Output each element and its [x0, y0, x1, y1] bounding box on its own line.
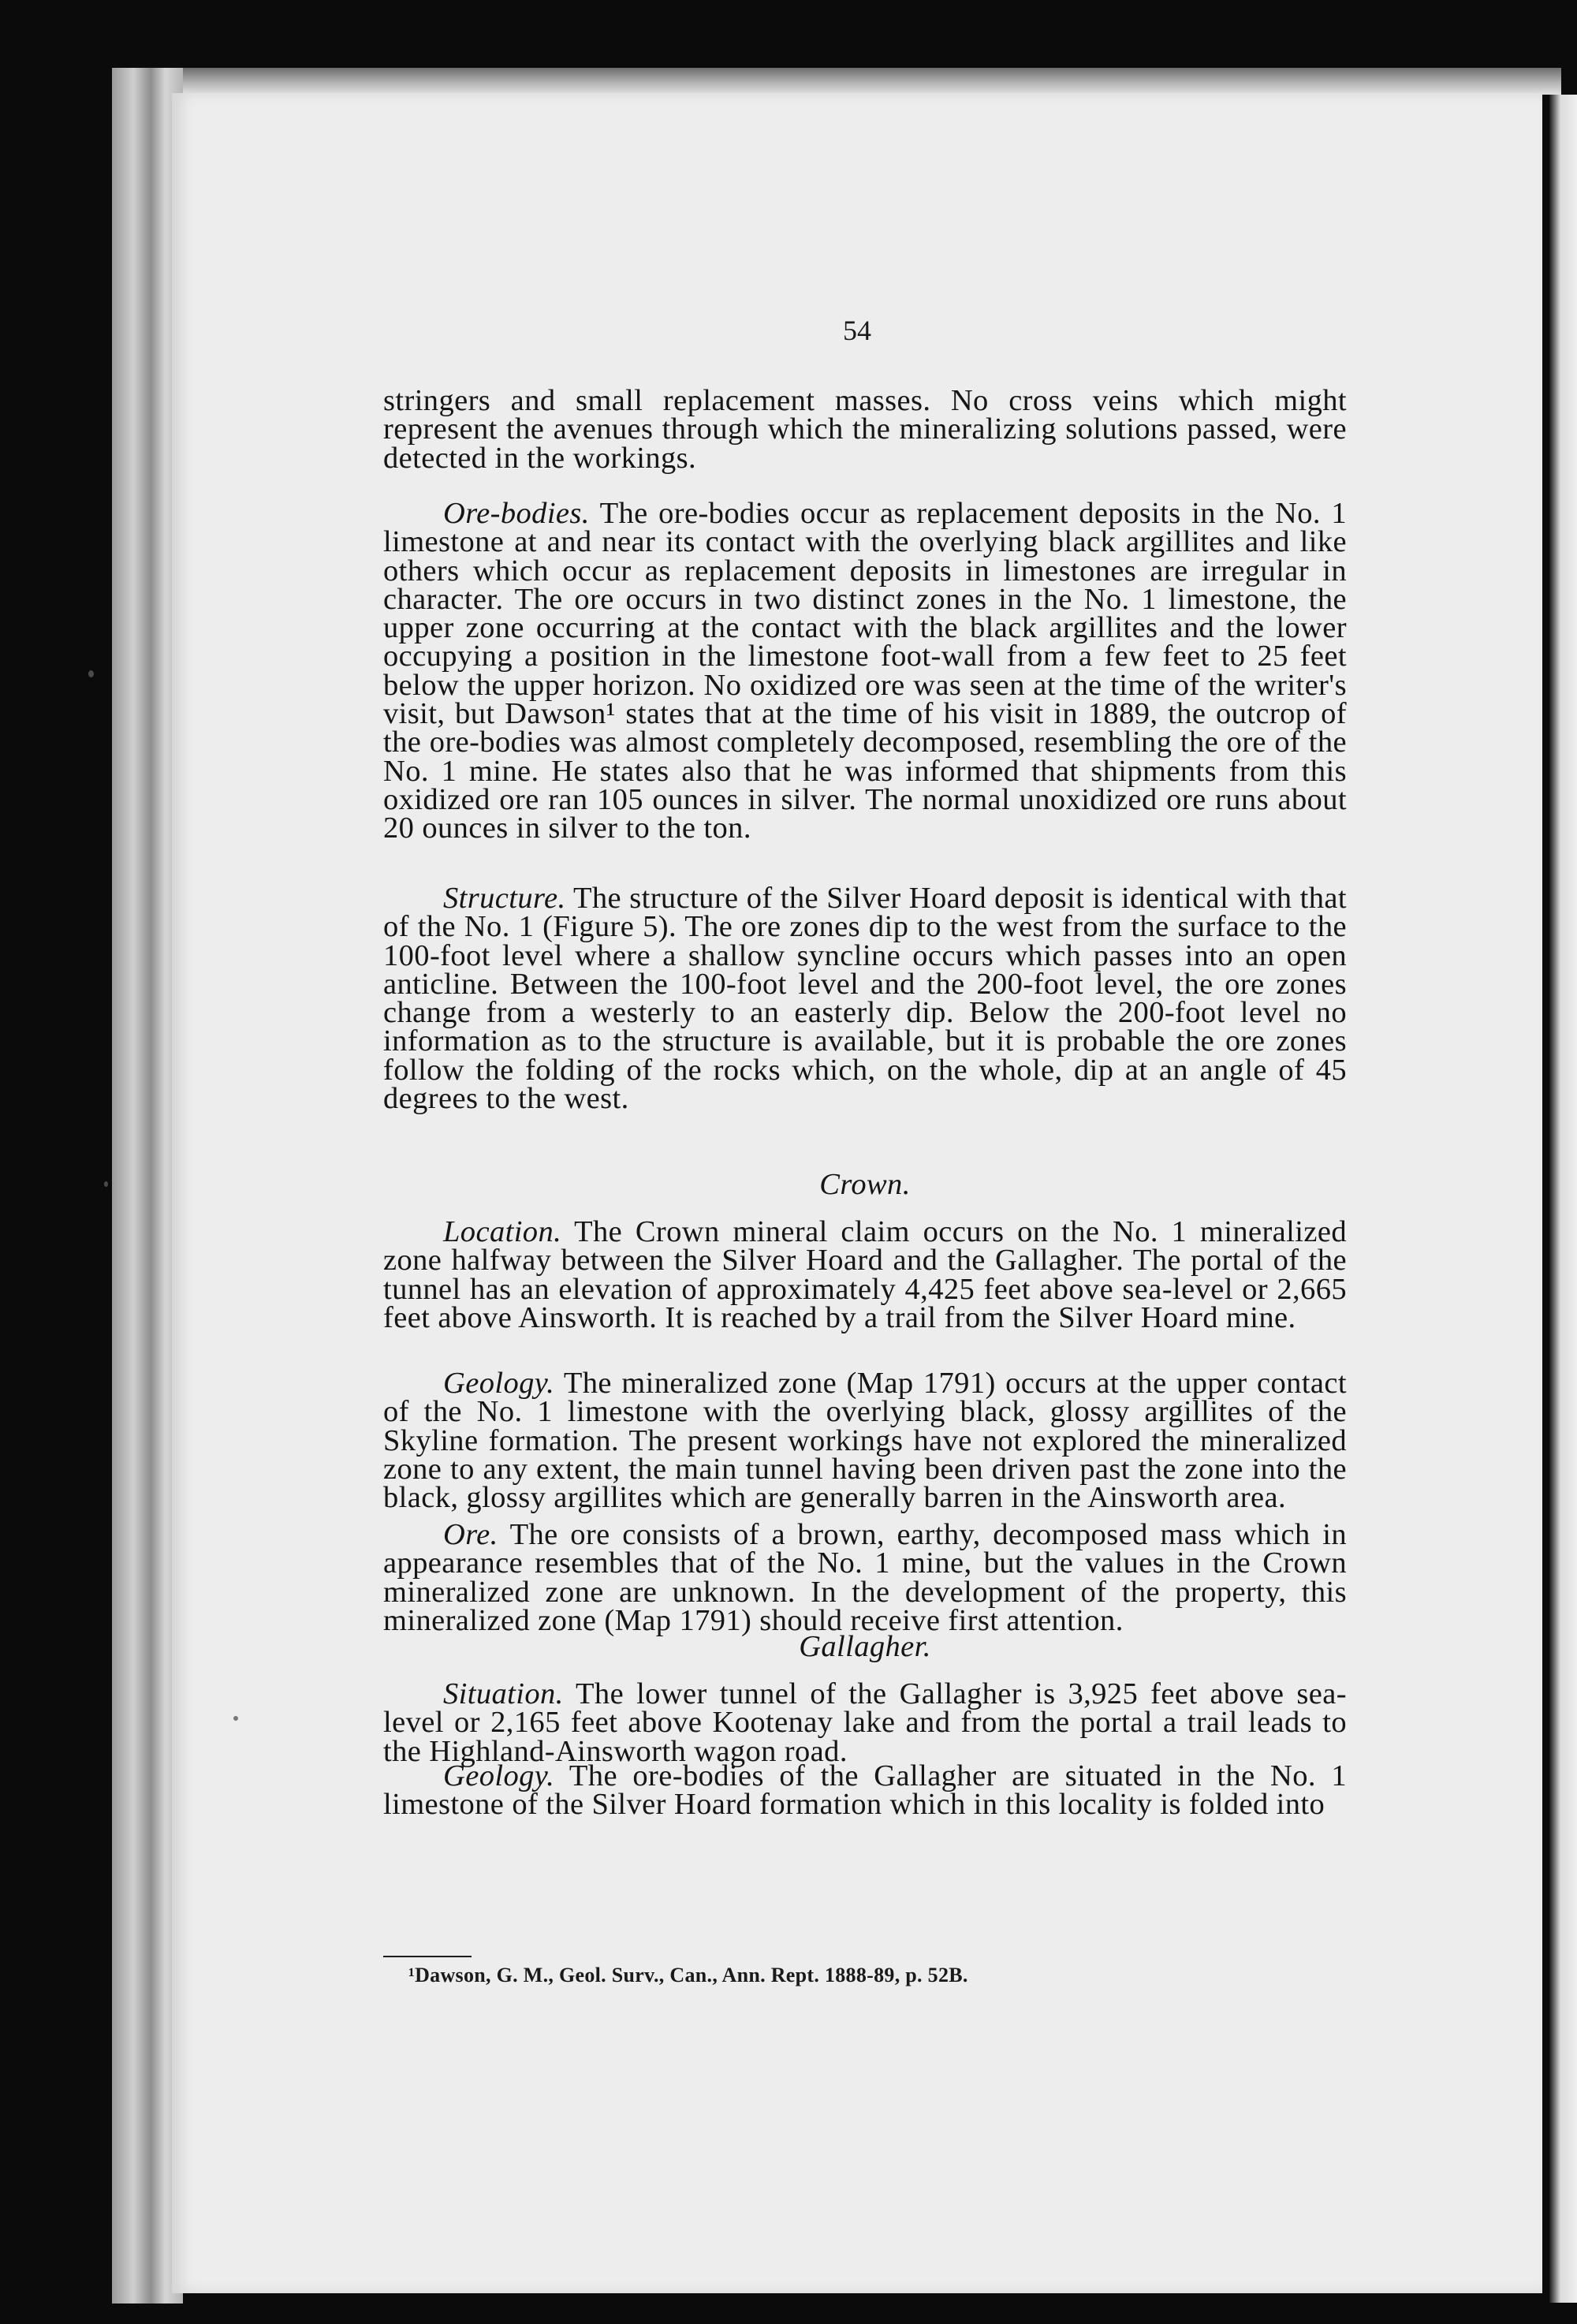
section-title-gallagher: Gallagher. — [799, 1630, 931, 1663]
paragraph-text: The structure of the Silver Hoard deposit is identical with that of the No. 1 (Figure 5). The ore zones dip to the west from the surface to the 100-foot level where a shallow syncline occurs which passes into an open anticline. Between the 100-foot level and the 200-foot level, the ore zones change from a westerly to an easterly dip. Below the 200-foot level no information as to the structure is available, but it is probable the ore zones follow the folding of the rocks which, on the whole, dip at an angle of 45 degrees to the west. — [383, 882, 1347, 1116]
paragraph-gallagher-situation — [383, 1677, 1347, 1768]
paragraph-continuation — [383, 384, 1347, 475]
paragraph-crown-geology — [383, 1367, 1347, 1515]
paragraph-gallagher-geology — [383, 1759, 1347, 1822]
paragraph-lead: Ore-bodies. — [443, 497, 590, 530]
document-page — [172, 93, 1542, 2293]
text-block-structure — [383, 882, 1347, 1116]
paragraph-crown-location — [383, 1215, 1347, 1334]
text-block-gallagher-situation — [383, 1677, 1347, 1768]
paragraph-text: The ore-bodies occur as replacement deposits in the No. 1 limestone at and near its contact with the overlying black argillites and like others which occur as replacement deposits in limestones are irregular in character. The ore occurs in two distinct zones in the No. 1 limestone, the upper zone occurring at the contact with the black argillites and the lower occupying a position in the limestone foot-wall from a few feet to 25 feet below the upper horizon. No oxidized ore was seen at the time of the writer's visit, but Dawson¹ states that at the time of his visit in 1889, the outcrop of the ore-bodies was almost completely decomposed, resembling the ore of the No. 1 mine. He states also that he was informed that shipments from this oxidized ore ran 105 ounces in silver. The normal unoxidized ore runs about 20 ounces in silver to the ton. — [383, 497, 1347, 845]
text-block-intro — [383, 384, 1347, 475]
scan-speck — [88, 670, 94, 677]
text-block-crown-ore — [383, 1520, 1347, 1635]
section-title-crown: Crown. — [819, 1168, 911, 1201]
paragraph-lead: Structure. — [443, 882, 566, 915]
text-block-gallagher-geology — [383, 1759, 1347, 1822]
paragraph-text: The lower tunnel of the Gallagher is 3,925 feet above sea-level or 2,165 feet above Kootenay lake and from the portal a trail leads to the Highland-Ainsworth wagon road. — [383, 1677, 1347, 1768]
page-number: 54 — [843, 315, 871, 346]
paragraph-text: The ore consists of a brown, earthy, decomposed mass which in appearance resembles that of the No. 1 mine, but the values in the Crown mineralized zone are unknown. In the development of the property, this mineralized zone (Map 1791) should receive first attention. — [383, 1518, 1347, 1637]
text-block-crown-location — [383, 1215, 1347, 1334]
paragraph-lead: Location. — [443, 1215, 562, 1248]
section-gallagher — [383, 1632, 1347, 1661]
scan-speck — [104, 1181, 108, 1187]
paragraph-text: stringers and small replacement masses. No cross veins which might represent the avenues through which the mineralizing solutions passed, were detected in the workings. — [383, 384, 1347, 475]
paragraph-ore-bodies — [383, 499, 1347, 843]
paragraph-text: The mineralized zone (Map 1791) occurs at the upper contact of the No. 1 limestone with the overlying black, glossy argillites of the Skyline formation. The present workings have not explored the mineralized zone to any extent, the main tunnel having been driven past the zone into the black, glossy argillites which are generally barren in the Ainsworth area. — [383, 1367, 1347, 1515]
section-crown — [383, 1170, 1347, 1199]
paragraph-structure — [383, 882, 1347, 1116]
footnote: ¹Dawson, G. M., Geol. Surv., Can., Ann. Rept. 1888-89, p. 52B. — [408, 1964, 968, 1986]
scan-speck — [233, 1716, 238, 1721]
footnote-rule — [383, 1956, 472, 1957]
paragraph-lead: Situation. — [443, 1677, 564, 1710]
adjacent-page-edge — [1549, 95, 1577, 2303]
paragraph-text: The Crown mineral claim occurs on the No. 1 mineralized zone halfway between the Silver Hoard and the Gallagher. The portal of the tunnel has an elevation of approximately 4,425 feet above sea-level or 2,665 feet above Ainsworth. It is reached by a trail from the Silver Hoard mine. — [383, 1215, 1347, 1334]
paragraph-crown-ore — [383, 1520, 1347, 1635]
paragraph-lead: Geology. — [443, 1759, 555, 1792]
paragraph-text: The ore-bodies of the Gallagher are situated in the No. 1 limestone of the Silver Hoard formation which in this locality is folded into — [383, 1759, 1347, 1822]
paragraph-lead: Ore. — [443, 1518, 498, 1551]
text-block-ore-bodies — [383, 499, 1347, 843]
paragraph-lead: Geology. — [443, 1367, 555, 1400]
book-top-edge — [118, 68, 1561, 95]
text-block-crown-geology — [383, 1367, 1347, 1515]
